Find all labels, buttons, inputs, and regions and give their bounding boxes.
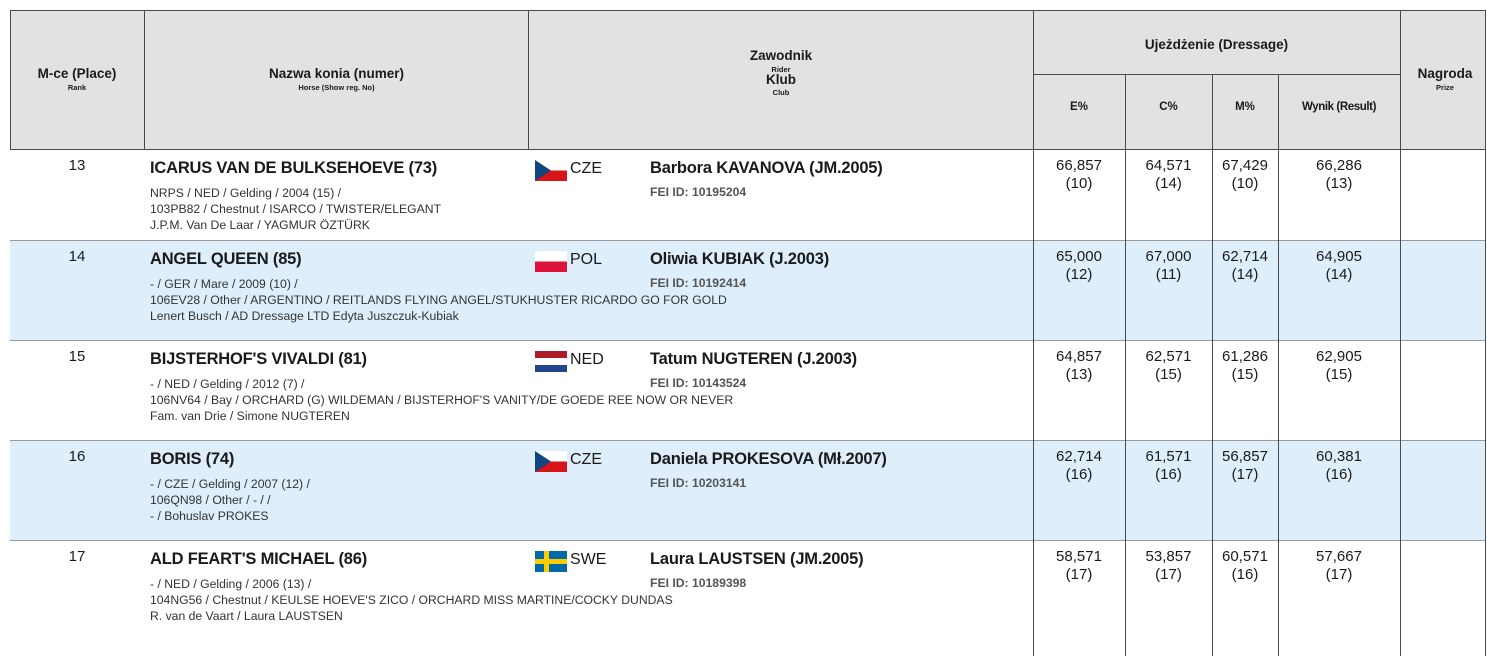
rider-nation: POL <box>570 251 603 268</box>
col-horse-header: Nazwa konia (numer) <box>268 66 405 81</box>
horse-name: ANGEL QUEEN (85) <box>150 250 302 268</box>
horse-detail-line: R. van de Vaart / Laura LAUSTSEN <box>150 609 343 623</box>
horse-detail-line: 104NG56 / Chestnut / KEULSE HOEVE'S ZICO / ORCHARD MISS MARTINE/COCKY DUNDAS <box>150 593 673 607</box>
horse-detail-line: 103PB82 / Chestnut / ISARCO / TWISTER/ELEGANT <box>150 202 442 216</box>
grid-line <box>1125 74 1126 656</box>
flag-ned-icon <box>535 351 567 372</box>
fei-id: FEI ID: 10192414 <box>650 276 747 290</box>
score-c: 62,571 (15) <box>1145 348 1192 383</box>
score-m: 61,286 (15) <box>1222 348 1268 383</box>
horse-detail-line: - / GER / Mare / 2009 (10) / <box>150 277 298 291</box>
horse-detail-line: - / CZE / Gelding / 2007 (12) / <box>150 477 310 491</box>
col-m-header: M% <box>1235 101 1255 113</box>
score-result: 66,286 (13) <box>1316 157 1362 192</box>
col-club-header: Klub <box>766 72 796 87</box>
table-row <box>10 340 1486 440</box>
col-result-header: Wynik (Result) <box>1301 101 1377 113</box>
score-m: 56,857 (17) <box>1222 448 1268 483</box>
grid-line <box>144 10 145 149</box>
col-dressage-header: Ujeżdżenie (Dressage) <box>1144 37 1289 52</box>
rider-nation: NED <box>570 351 604 368</box>
grid-line <box>10 149 1486 150</box>
score-c: 53,857 (17) <box>1145 548 1192 583</box>
score-e: 58,571 (17) <box>1056 548 1102 583</box>
table-row <box>10 149 1486 240</box>
grid-line <box>10 10 11 149</box>
row-place: 16 <box>68 448 86 465</box>
row-place: 14 <box>68 248 86 265</box>
grid-line <box>10 240 1486 241</box>
col-c-header: C% <box>1159 101 1178 113</box>
col-rider-sub: Rider <box>771 65 791 74</box>
table-header <box>10 10 1486 149</box>
table-row <box>10 440 1486 540</box>
score-result: 62,905 (15) <box>1316 348 1362 383</box>
grid-line <box>10 340 1486 341</box>
grid-line <box>1033 10 1034 656</box>
rider-name: Tatum NUGTEREN (J.2003) <box>650 350 857 368</box>
rider-name: Daniela PROKESOVA (Mł.2007) <box>650 450 887 468</box>
table-row <box>10 240 1486 340</box>
flag-swe-icon <box>535 551 567 572</box>
col-place-header: M-ce (Place) <box>37 66 117 81</box>
horse-detail-line: 106QN98 / Other / - / / <box>150 493 271 507</box>
horse-details <box>150 276 727 324</box>
grid-line <box>10 440 1486 441</box>
grid-line <box>1033 74 1400 75</box>
grid-line <box>528 10 529 149</box>
horse-detail-line: Lenert Busch / AD Dressage LTD Edyta Juszczuk-Kubiak <box>150 309 459 323</box>
score-m: 67,429 (10) <box>1222 157 1268 192</box>
col-prize-sub: Prize <box>1436 83 1454 92</box>
rider-nation: SWE <box>570 551 607 568</box>
horse-name: ALD FEART'S MICHAEL (86) <box>150 550 367 568</box>
rider-name: Oliwia KUBIAK (J.2003) <box>650 250 829 268</box>
horse-detail-line: 106NV64 / Bay / ORCHARD (G) WILDEMAN / BIJSTERHOF'S VANITY/DE GOEDE REE NOW OR NEVER <box>150 393 734 407</box>
col-rider-header: Zawodnik <box>749 48 813 63</box>
fei-id: FEI ID: 10143524 <box>650 376 747 390</box>
horse-details <box>150 476 310 524</box>
score-result: 60,381 (16) <box>1316 448 1362 483</box>
score-e: 64,857 (13) <box>1056 348 1102 383</box>
score-c: 61,571 (16) <box>1145 448 1192 483</box>
row-place: 17 <box>68 548 86 565</box>
horse-name: BIJSTERHOF'S VIVALDI (81) <box>150 350 367 368</box>
score-m: 62,714 (14) <box>1222 248 1268 283</box>
horse-details <box>150 576 673 624</box>
score-m: 60,571 (16) <box>1222 548 1268 583</box>
fei-id: FEI ID: 10195204 <box>650 185 747 199</box>
flag-cze-icon <box>535 160 567 181</box>
rider-nation: CZE <box>570 451 602 468</box>
horse-detail-line: - / NED / Gelding / 2012 (7) / <box>150 377 305 391</box>
results-table <box>10 10 1486 656</box>
horse-detail-line: NRPS / NED / Gelding / 2004 (15) / <box>150 186 342 200</box>
horse-detail-line: Fam. van Drie / Simone NUGTEREN <box>150 409 350 423</box>
horse-details <box>150 185 441 233</box>
col-club-sub: Club <box>772 88 790 97</box>
score-c: 67,000 (11) <box>1145 248 1192 283</box>
fei-id: FEI ID: 10189398 <box>650 576 747 590</box>
rider-name: Barbora KAVANOVA (JM.2005) <box>650 159 883 177</box>
score-e: 62,714 (16) <box>1056 448 1102 483</box>
score-result: 64,905 (14) <box>1316 248 1362 283</box>
flag-pol-icon <box>535 251 567 272</box>
col-prize-header: Nagroda <box>1417 66 1473 81</box>
flag-cze-icon <box>535 451 567 472</box>
col-e-header: E% <box>1070 101 1088 113</box>
grid-line <box>10 540 1486 541</box>
score-result: 57,667 (17) <box>1316 548 1362 583</box>
fei-id: FEI ID: 10203141 <box>650 476 747 490</box>
row-place: 13 <box>68 157 86 174</box>
grid-line <box>10 10 1486 11</box>
grid-line <box>1212 74 1213 656</box>
horse-detail-line: - / Bohuslav PROKES <box>150 509 269 523</box>
score-c: 64,571 (14) <box>1145 157 1192 192</box>
rider-name: Laura LAUSTSEN (JM.2005) <box>650 550 864 568</box>
col-place-sub: Rank <box>67 83 87 92</box>
horse-detail-line: J.P.M. Van De Laar / YAGMUR ÖZTÜRK <box>150 218 370 232</box>
col-horse-sub: Horse (Show reg. No) <box>298 83 375 92</box>
grid-line <box>1485 10 1486 656</box>
horse-detail-line: 106EV28 / Other / ARGENTINO / REITLANDS FLYING ANGEL/STUKHUSTER RICARDO GO FOR GOLD <box>150 293 727 307</box>
horse-details <box>150 376 733 424</box>
rider-nation: CZE <box>570 160 602 177</box>
row-place: 15 <box>68 348 86 365</box>
horse-name: BORIS (74) <box>150 450 235 468</box>
grid-line <box>1400 10 1401 656</box>
table-row <box>10 540 1486 656</box>
horse-name: ICARUS VAN DE BULKSEHOEVE (73) <box>150 159 438 177</box>
score-e: 66,857 (10) <box>1056 157 1102 192</box>
horse-detail-line: - / NED / Gelding / 2006 (13) / <box>150 577 312 591</box>
score-e: 65,000 (12) <box>1056 248 1102 283</box>
grid-line <box>1278 74 1279 656</box>
